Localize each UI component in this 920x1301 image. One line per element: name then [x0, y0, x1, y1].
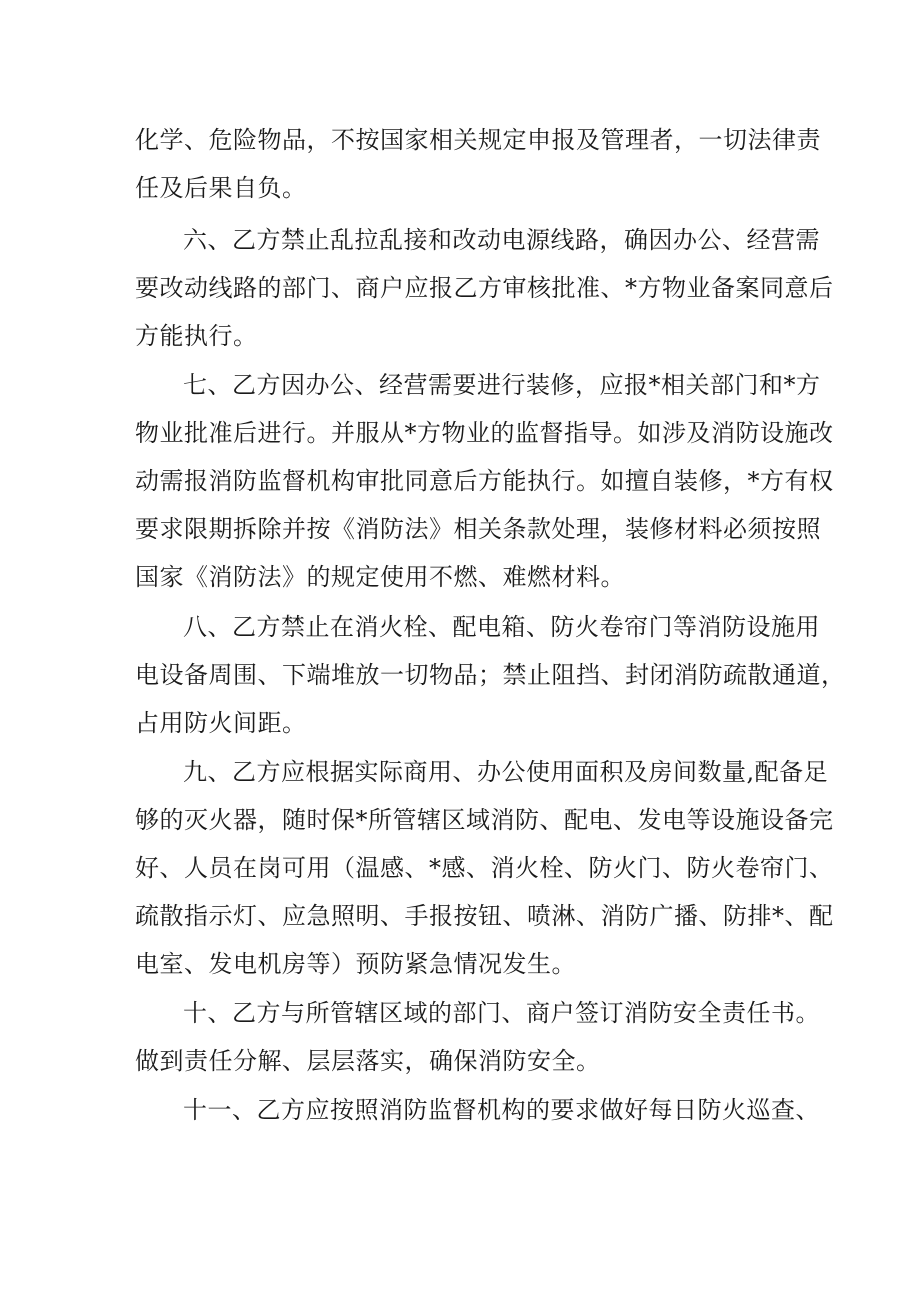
- paragraph-6-start: 六、乙方禁止乱拉乱接和改动电源线路，确因办公、经营需: [183, 226, 820, 254]
- text-line: 物业批准后进行。并服从*方物业的监督指导。如涉及消防设施改: [135, 419, 834, 447]
- text-line: 占用防火间距。: [135, 709, 307, 737]
- paragraph-10-start: 十、乙方与所管辖区域的部门、商户签订消防安全责任书。: [183, 999, 820, 1027]
- text-line: 疏散指示灯、应急照明、手报按钮、喷淋、消防广播、防排*、配: [135, 902, 834, 930]
- text-line: 动需报消防监督机构审批同意后方能执行。如擅自装修，*方有权: [135, 467, 834, 495]
- text-line: 化学、危险物品，不按国家相关规定申报及管理者，一切法律责: [135, 126, 821, 154]
- text-line: 任及后果自负。: [135, 174, 307, 202]
- text-line: 电设备周围、下端堆放一切物品；禁止阻挡、封闭消防疏散通道，: [135, 661, 846, 689]
- text-line: 国家《消防法》的规定使用不燃、难燃材料。: [135, 563, 625, 591]
- paragraph-9-start: 九、乙方应根据实际商用、办公使用面积及房间数量,配备足: [183, 758, 829, 786]
- text-line: 够的灭火器，随时保*所管辖区域消防、配电、发电等设施设备完: [135, 806, 834, 834]
- paragraph-7-start: 七、乙方因办公、经营需要进行装修，应报*相关部门和*方: [183, 371, 821, 399]
- paragraph-8-start: 八、乙方禁止在消火栓、配电箱、防火卷帘门等消防设施用: [183, 613, 820, 641]
- text-line: 方能执行。: [135, 322, 258, 350]
- text-line: 要改动线路的部门、商户应报乙方审核批准、*方物业备案同意后: [135, 274, 834, 302]
- text-line: 电室、发电机房等）预防紧急情况发生。: [135, 950, 576, 978]
- text-line: 要求限期拆除并按《消防法》相关条款处理，装修材料必须按照: [135, 515, 821, 543]
- paragraph-11-start: 十一、乙方应按照消防监督机构的要求做好每日防火巡查、: [183, 1096, 820, 1124]
- text-line: 好、人员在岗可用（温感、*感、消火栓、防火门、防火卷帘门、: [135, 854, 834, 882]
- text-line: 做到责任分解、层层落实，确保消防安全。: [135, 1047, 601, 1075]
